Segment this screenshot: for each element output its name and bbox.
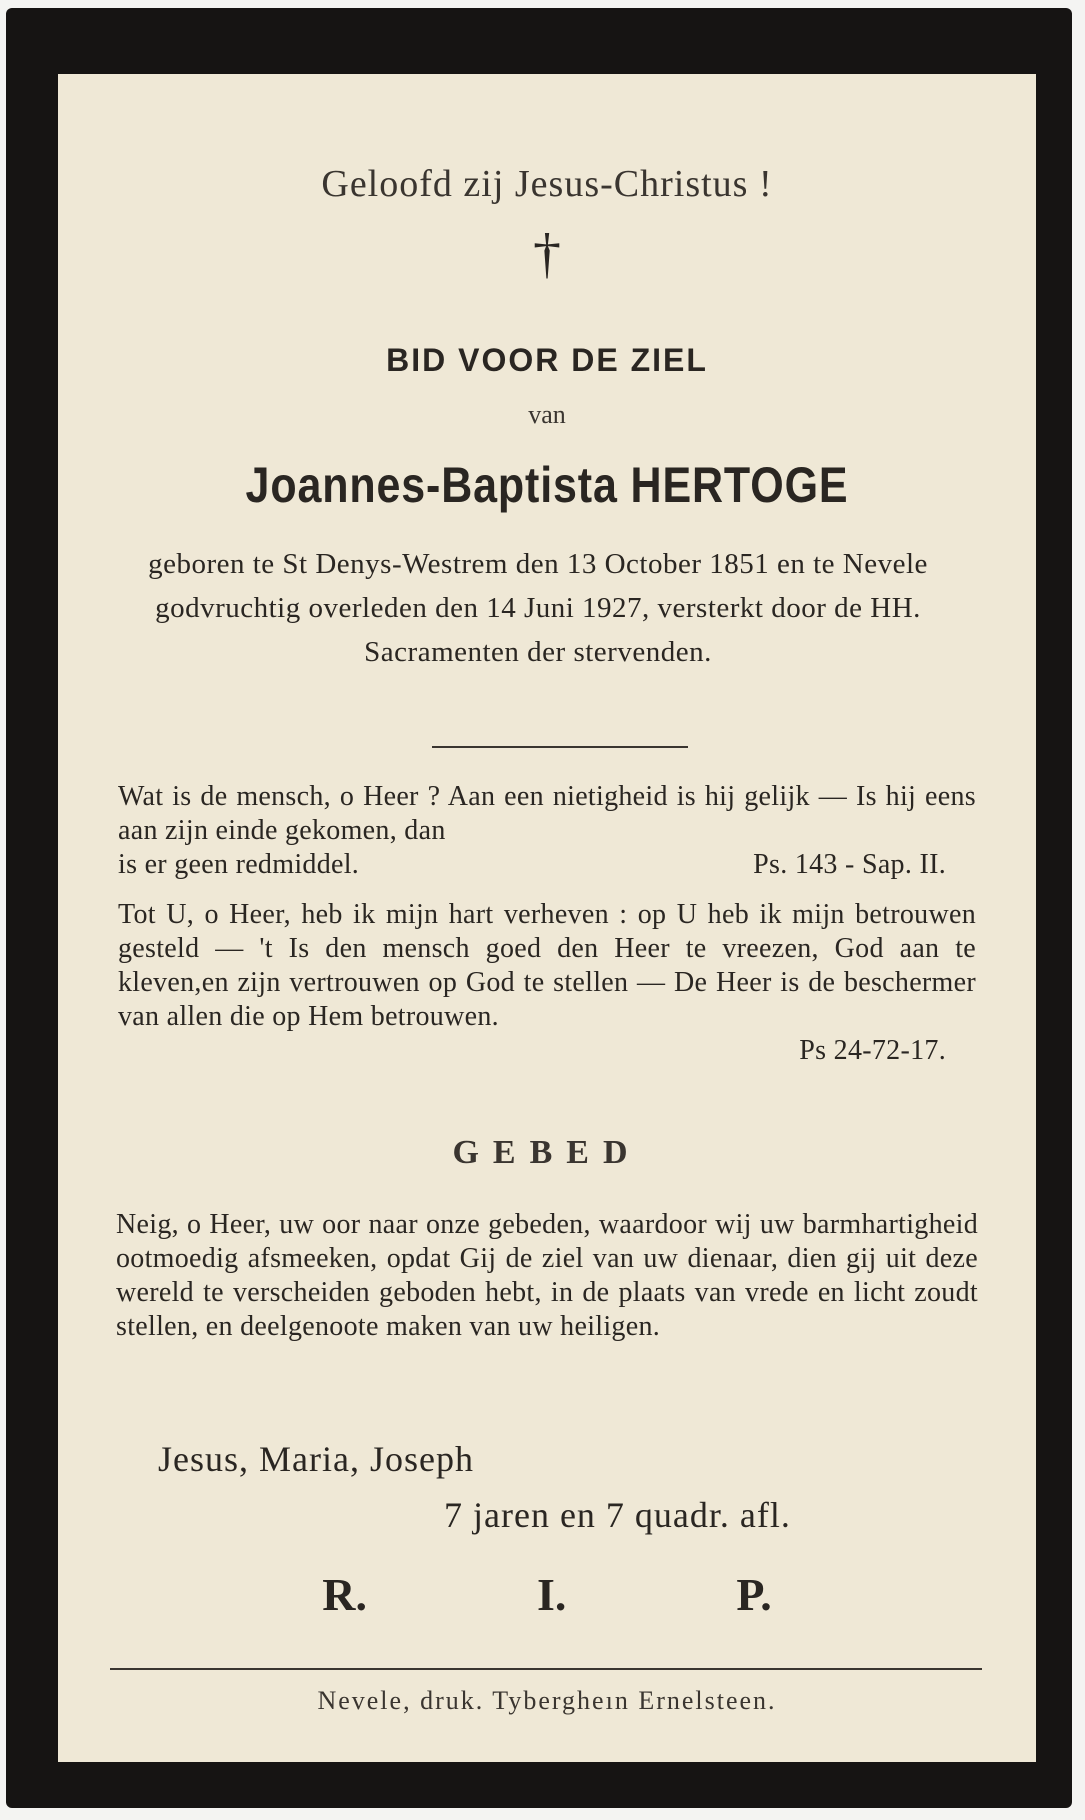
- verse-block-1: [118, 780, 976, 882]
- memorial-card-paper: [58, 74, 1036, 1762]
- van-label: van: [528, 400, 566, 429]
- prayer-text: Neig, o Heer, uw oor naar onze gebeden, waardoor wij uw barmhartigheid ootmoedig afsmeeken, opdat Gij de ziel van uw dienaar, dien gij uit deze wereld te verscheiden geboden hebt, in de plaats van vrede en licht zoudt stellen, en deelgenoote maken van uw heiligen.: [116, 1209, 978, 1342]
- greeting: Geloofd zij Jesus-Christus !: [321, 163, 773, 205]
- indulgence: 7 jaren en 7 quadr. afl.: [444, 1495, 791, 1535]
- verse-1-reference: Ps. 143 - Sap. II.: [753, 849, 946, 880]
- rip-letters: [58, 1568, 1036, 1621]
- prayer-heading: GEBED: [452, 1134, 642, 1171]
- divider-short: [432, 746, 688, 748]
- verse-1-last-row: [118, 848, 976, 882]
- rip-letter-i: I.: [536, 1569, 567, 1620]
- printer-imprint: Nevele, druk. Tybergheın Ernelsteen.: [317, 1686, 777, 1715]
- verse-block-2: [118, 898, 976, 1068]
- cross-icon: †: [533, 223, 561, 285]
- verse-2-reference: Ps 24-72-17.: [799, 1035, 946, 1066]
- verse-1-text: Wat is de mensch, o Heer ? Aan een nietigheid is hij gelijk — Is hij eens aan zijn einde gekomen, dan: [118, 781, 976, 846]
- verse-2-text: Tot U, o Heer, heb ik mijn hart verheven : op U heb ik mijn betrouwen gesteld — 't Is den mensch goed den Heer te vreezen, God aan te kleven,en zijn vertrouwen op God te stellen — De Heer is de beschermer van allen die op Hem betrouwen.: [118, 899, 976, 1032]
- deceased-name: Joannes-Baptista HERTOGE: [245, 457, 849, 513]
- rip-letter-r: R.: [322, 1569, 367, 1620]
- prayer-request-heading: BID VOOR DE ZIEL: [386, 342, 708, 378]
- memorial-card-border: [6, 8, 1072, 1808]
- rip-letter-p: P.: [736, 1569, 772, 1620]
- verse-1-last-line: is er geen redmiddel.: [118, 849, 360, 880]
- divider-long: [110, 1668, 982, 1670]
- biography-text: geboren te St Denys-Westrem den 13 October 1851 en te Nevele godvruchtig overleden den 14 Juni 1927, versterkt door de HH. Sacramenten der stervenden.: [148, 548, 928, 668]
- invocation: Jesus, Maria, Joseph: [158, 1439, 474, 1479]
